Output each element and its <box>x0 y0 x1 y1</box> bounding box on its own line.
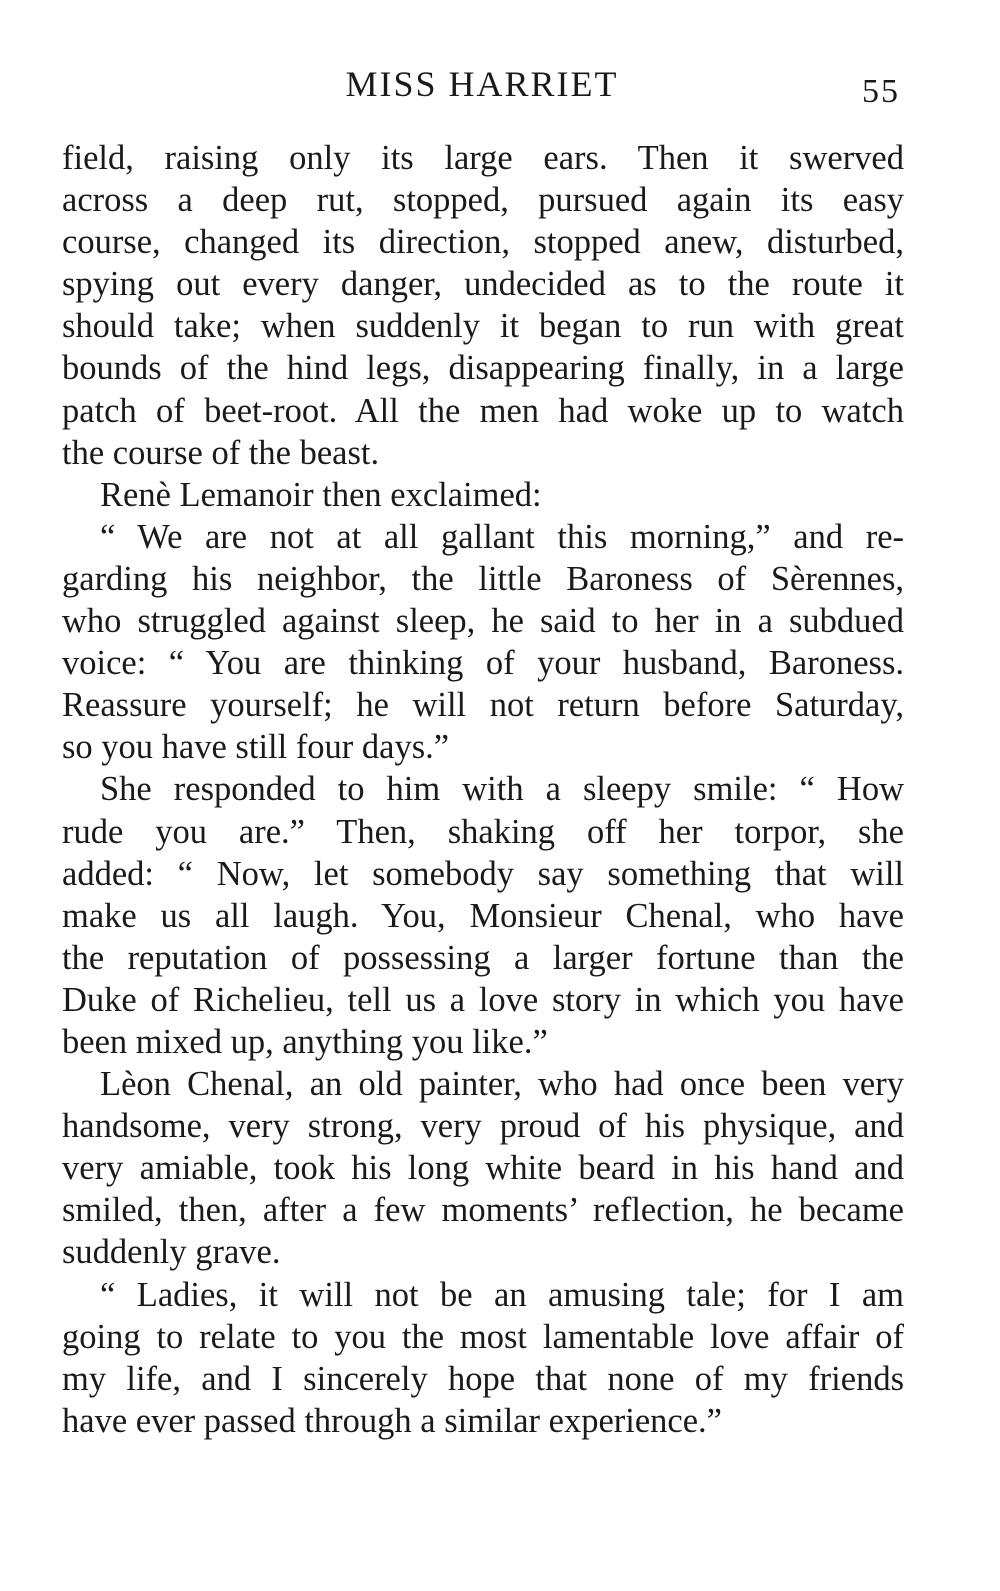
text-line: “ Ladies, it will not be an amusing tale; for I am <box>100 1275 904 1314</box>
text-line: Lèon Chenal, an old painter, who had once been very <box>100 1065 904 1104</box>
text-line: across a deep rut, stopped, pursued again its easy <box>62 181 904 220</box>
text-line: garding his neighbor, the little Baroness of Sèrennes, <box>62 559 904 598</box>
text-line: the course of the beast. <box>62 433 380 472</box>
text-line: added: “ Now, let somebody say something that will <box>62 854 904 893</box>
text-line: suddenly grave. <box>62 1233 281 1272</box>
body-text <box>62 137 904 1442</box>
text-line: make us all laugh. You, Monsieur Chenal, who have <box>62 896 904 935</box>
text-line: course, changed its direction, stopped anew, disturbed, <box>62 223 904 262</box>
text-line: very amiable, took his long white beard in his hand and <box>62 1149 904 1188</box>
text-line: voice: “ You are thinking of your husband, Baroness. <box>62 644 904 683</box>
text-line: Renè Lemanoir then exclaimed: <box>100 475 542 514</box>
text-line: She responded to him with a sleepy smile: “ How <box>100 770 904 809</box>
text-line: so you have still four days.” <box>62 728 450 767</box>
running-title: MISS HARRIET <box>345 64 619 104</box>
text-line: been mixed up, anything you like.” <box>62 1022 548 1061</box>
text-line: my life, and I sincerely hope that none of my friends <box>62 1359 904 1398</box>
text-line: field, raising only its large ears. Then it swerved <box>62 139 904 177</box>
text-line: going to relate to you the most lamentable love affair of <box>62 1317 904 1356</box>
text-line: patch of beet-root. All the men had woke up to watch <box>62 391 904 430</box>
text-line: “ We are not at all gallant this morning,” and re- <box>100 517 904 556</box>
text-line: rude you are.” Then, shaking off her torpor, she <box>62 812 904 851</box>
text-line: bounds of the hind legs, disappearing finally, in a large <box>62 349 904 388</box>
text-line: smiled, then, after a few moments’ reflection, he became <box>62 1191 904 1230</box>
text-line: handsome, very strong, very proud of his physique, and <box>62 1107 904 1146</box>
text-line: should take; when suddenly it began to run with great <box>62 307 904 346</box>
running-head <box>62 62 902 110</box>
text-line: who struggled against sleep, he said to her in a subdued <box>62 602 904 641</box>
page-number: 55 <box>862 73 900 110</box>
text-line: the reputation of possessing a larger fortune than the <box>62 938 904 977</box>
text-line: Reassure yourself; he will not return before Saturday, <box>62 686 904 725</box>
text-line: Duke of Richelieu, tell us a love story in which you have <box>62 980 904 1019</box>
text-line: have ever passed through a similar experience.” <box>62 1401 722 1440</box>
text-line: spying out every danger, undecided as to the route it <box>62 265 904 304</box>
